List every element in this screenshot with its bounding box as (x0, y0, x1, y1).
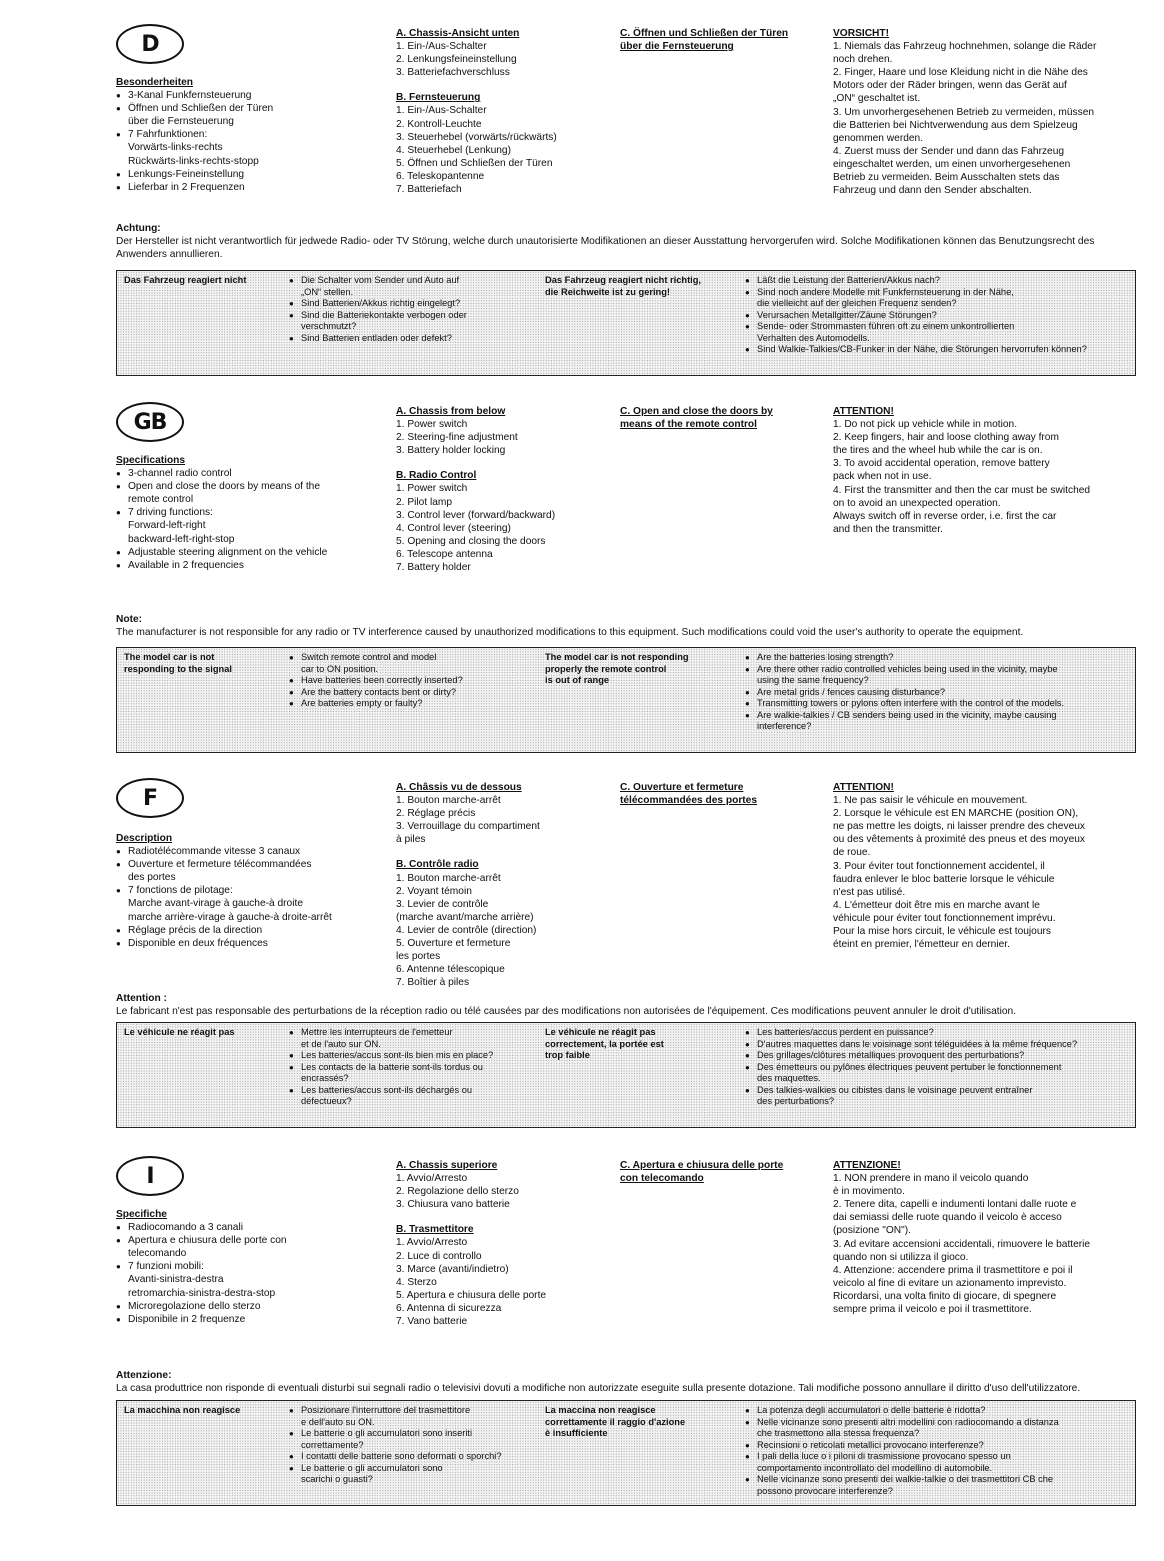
trouble-item: ● Sind Batterien/Akkus richtig eingelegt? (289, 298, 519, 310)
trouble-label: Das Fahrzeug reagiert nicht richtig, die Reichweite ist zu gering! (545, 275, 702, 297)
trouble-item: ● Läßt die Leistung der Batterien/Akkus nach? (745, 275, 1130, 287)
remote-item: 6. Telescope antenna (396, 548, 493, 560)
note-text: La casa produttrice non risponde di eventuali disturbi sui segnali radio o televisivi dovuti a modifiche non autorizzate eseguite sulla presente dotazione. Tali modifiche possono annullare il diritto d'uso dell'utilizzatore. (116, 1383, 1081, 1394)
remote-item: 1. Ein-/Aus-Schalter (396, 105, 487, 117)
remote-item: 2. Pilot lamp (396, 496, 453, 508)
remote-item: 7. Vano batterie (396, 1316, 468, 1328)
disclaimer-note (116, 222, 1146, 261)
warning-item: 3. Pour éviter tout fonctionnement accidentel, il faudra enlever le bloc batterie lorsque le véhicule n'est pas utilisé. (833, 860, 1055, 898)
spec-item: ● Open and close the doors by means of the remote control (116, 480, 386, 506)
language-badge: F (116, 778, 184, 818)
remote-item: 6. Antenna di sicurezza (396, 1302, 502, 1314)
parts-column (396, 1159, 606, 1328)
note-title: Attention : (116, 993, 167, 1004)
language-badge: I (116, 1156, 184, 1196)
trouble-item: ● Mettre les interrupteurs de l'emetteur et de l'auto sur ON. (289, 1027, 529, 1050)
spec-item: ● Disponibile in 2 frequenze (116, 1313, 386, 1326)
trouble-item: ● Les batteries/accus perdent en puissance? (745, 1027, 1130, 1039)
trouble-label: Le véhicule ne réagit pas correctement, la portée est trop faible (545, 1027, 664, 1060)
trouble-item: ● Have batteries been correctly inserted? (289, 675, 519, 687)
chassis-item: 1. Power switch (396, 419, 468, 431)
trouble-item: ● Les contacts de la batterie sont-ils tordus ou encrassés? (289, 1062, 529, 1085)
spec-item: ● Radiocomando a 3 canali (116, 1221, 386, 1234)
chassis-item: 3. Battery holder locking (396, 445, 506, 457)
disclaimer-note (116, 1369, 1146, 1395)
remote-item: 1. Avvio/Arresto (396, 1237, 468, 1249)
warning-column (833, 27, 1143, 197)
remote-item: 4. Control lever (steering) (396, 522, 511, 534)
trouble-item: ● Sind Batterien entladen oder defekt? (289, 333, 519, 345)
spec-item: ● 7 fonctions de pilotage: Marche avant-virage à gauche-à droite marche arrière-virage à gauche-à droite-arrêt (116, 884, 386, 923)
trouble-item: ● Nelle vicinanze sono presenti dei walkie-talkie o dei trasmettitori CB che possono provocare interferenze? (745, 1474, 1130, 1497)
chassis-item: 1. Avvio/Arresto (396, 1173, 468, 1185)
note-title: Attenzione: (116, 1370, 172, 1381)
specs-title: Specifiche (116, 1209, 167, 1220)
trouble-item: ● Sende- oder Strommasten führen oft zu einem unkontrollierten Verhalten des Automodells. (745, 321, 1130, 344)
specs-column (116, 454, 386, 572)
trouble-item: ● Posizionare l'interruttore del trasmettitore e dell'auto su ON. (289, 1405, 529, 1428)
note-text: Der Hersteller ist nicht verantwortlich für jedwede Radio- oder TV Störung, welche durch unautorisierte Modifikationen an dieser Ausstattung hervorgerufen wird. Solche Modifikationen können das Benutzungsrecht des Anwenders annullieren. (116, 236, 1095, 260)
trouble-item: ● Are batteries empty or faulty? (289, 698, 519, 710)
chassis-item: 2. Réglage précis (396, 808, 476, 820)
troubleshooting-box (116, 1400, 1136, 1506)
specs-column (116, 76, 386, 194)
note-text: The manufacturer is not responsible for any radio or TV interference caused by unauthorized modifications to this equipment. Such modifications could void the user's authority to operate the equipment. (116, 627, 1024, 638)
remote-title: B. Trasmettitore (396, 1224, 474, 1236)
chassis-title: A. Chassis superiore (396, 1160, 498, 1171)
spec-item: ● Adjustable steering alignment on the vehicle (116, 546, 386, 559)
trouble-item: ● Switch remote control and model car to ON position. (289, 652, 519, 675)
doors-title: C. Ouverture et fermeture télécommandées des portes (620, 782, 758, 807)
trouble-item: ● Nelle vicinanze sono presenti altri modellini con radiocomando a distanza che trasmettono alla stessa frequenza? (745, 1417, 1130, 1440)
remote-item: 4. Levier de contrôle (direction) (396, 924, 537, 936)
remote-item: 6. Antenne télescopique (396, 964, 505, 976)
chassis-item: 3. Verrouillage du compartiment à piles (396, 821, 540, 846)
warning-title: VORSICHT! (833, 28, 890, 39)
specs-column (116, 832, 386, 950)
trouble-item: ● D'autres maquettes dans le voisinage sont téléguidées à la même fréquence? (745, 1039, 1130, 1051)
trouble-item: ● Les batteries/accus sont-ils bien mis en place? (289, 1050, 529, 1062)
doors-title: C. Öffnen und Schließen der Türen über die Fernsteuerung (620, 28, 789, 53)
trouble-item: ● Sind noch andere Modelle mit Funkfernsteuerung in der Nähe, die vielleicht auf der gleichen Frequenz senden? (745, 287, 1130, 310)
trouble-label: The model car is not responding to the signal (124, 652, 232, 674)
warning-item: 3. To avoid accidental operation, remove battery pack when not in use. (833, 458, 1050, 483)
troubleshooting-box (116, 1022, 1136, 1128)
remote-item: 3. Levier de contrôle (marche avant/marche arrière) (396, 898, 534, 923)
trouble-label: La macchina non reagisce (124, 1405, 241, 1415)
doors-column (620, 781, 825, 807)
trouble-item: ● Verursachen Metallgitter/Zäune Störungen? (745, 310, 1130, 322)
trouble-label: Le véhicule ne réagit pas (124, 1027, 235, 1037)
chassis-item: 2. Regolazione dello sterzo (396, 1186, 519, 1198)
trouble-item: ● I contatti delle batterie sono deformati o sporchi? (289, 1451, 529, 1463)
spec-item: ● 3-Kanal Funkfernsteuerung (116, 89, 386, 102)
parts-column (396, 27, 606, 196)
remote-title: B. Contrôle radio (396, 859, 479, 871)
spec-item: ● Öffnen und Schließen der Türen über die Fernsteuerung (116, 102, 386, 128)
language-badge: GB (116, 402, 184, 442)
remote-item: 1. Bouton marche-arrêt (396, 872, 501, 884)
chassis-item: 1. Bouton marche-arrêt (396, 795, 501, 807)
warning-item: 4. Attenzione: accendere prima il trasmettitore e poi il veicolo al fine di evitare un azionamento imprevisto. Ricordarsi, una volta finito di giocare, di spegnere sempre prima il veicolo e poi il trasmettitore. (833, 1264, 1073, 1316)
chassis-item: 2. Lenkungsfeineinstellung (396, 54, 517, 66)
warning-title: ATTENZIONE! (833, 1160, 901, 1171)
chassis-title: A. Chassis from below (396, 406, 506, 417)
remote-item: 2. Kontroll-Leuchte (396, 118, 482, 130)
warning-item: 2. Lorsque le véhicule est EN MARCHE (position ON), ne pas mettre les doigts, ni laisser prendre des cheveux ou des vêtements à proximité des pneus et des moyeux de roue. (833, 808, 1085, 859)
chassis-title: A. Chassis-Ansicht unten (396, 28, 520, 39)
language-badge: D (116, 24, 184, 64)
remote-item: 5. Ouverture et fermeture les portes (396, 938, 511, 963)
spec-item: ● 3-channel radio control (116, 467, 386, 480)
remote-item: 3. Marce (avanti/indietro) (396, 1263, 509, 1275)
trouble-item: ● Die Schalter vom Sender und Auto auf „ON“ stellen. (289, 275, 519, 298)
troubleshooting-box (116, 647, 1136, 753)
warning-title: ATTENTION! (833, 406, 894, 417)
specs-title: Description (116, 833, 173, 844)
trouble-item: ● Le batterie o gli accumulatori sono inseriti correttamente? (289, 1428, 529, 1451)
spec-item: ● Apertura e chiusura delle porte con telecomando (116, 1234, 386, 1260)
remote-item: 7. Batteriefach (396, 184, 462, 196)
warning-item: 1. Do not pick up vehicle while in motion. (833, 419, 1018, 431)
trouble-item: ● Are the batteries losing strength? (745, 652, 1130, 664)
doors-column (620, 27, 825, 53)
trouble-item: ● Are the battery contacts bent or dirty? (289, 687, 519, 699)
chassis-item: 3. Chiusura vano batterie (396, 1199, 510, 1211)
specs-column (116, 1208, 386, 1326)
note-title: Note: (116, 614, 143, 625)
chassis-item: 3. Batteriefachverschluss (396, 67, 510, 79)
warning-item: 1. Niemals das Fahrzeug hochnehmen, solange die Räder noch drehen. (833, 41, 1097, 66)
warning-item: 4. Zuerst muss der Sender und dann das Fahrzeug eingeschaltet werden, um einen unvorhergesehenen Betrieb zu vermeiden. Beim Ausschalten stets das Fahrzeug und dann den Sender abschalten. (833, 145, 1071, 197)
doors-column (620, 405, 825, 431)
trouble-item: ● Are there other radio controlled vehicles being used in the vicinity, maybe using the same frequency? (745, 664, 1130, 687)
troubleshooting-box (116, 270, 1136, 376)
warning-item: 2. Finger, Haare und lose Kleidung nicht in die Nähe des Motors oder der Räder bringen, wenn das Gerät auf „ON“ geschaltet ist. (833, 67, 1088, 105)
warning-item: 1. NON prendere in mano il veicolo quando è in movimento. (833, 1173, 1029, 1198)
trouble-item: ● Sind die Batteriekontakte verbogen oder verschmutzt? (289, 310, 519, 333)
specs-title: Specifications (116, 455, 186, 466)
remote-title: B. Radio Control (396, 470, 477, 482)
specs-title: Besonderheiten (116, 77, 193, 88)
disclaimer-note (116, 992, 1146, 1018)
trouble-item: ● I pali della luce o i piloni di trasmissione provocano spesso un comportamento incontrollato del modellino di automobile. (745, 1451, 1130, 1474)
disclaimer-note (116, 613, 1146, 639)
doors-title: C. Apertura e chiusura delle porte con telecomando (620, 1160, 784, 1185)
remote-item: 5. Opening and closing the doors (396, 535, 546, 547)
spec-item: ● 7 funzioni mobili: Avanti-sinistra-destra retromarchia-sinistra-destra-stop (116, 1260, 386, 1299)
remote-item: 5. Öffnen und Schließen der Türen (396, 157, 553, 169)
warning-item: 4. First the transmitter and then the car must be switched on to avoid an unexpected operation. Always switch off in reverse order, i.e. first the car and then the transmitter. (833, 484, 1091, 535)
warning-column (833, 1159, 1143, 1316)
warning-column (833, 405, 1143, 536)
trouble-item: ● Les batteries/accus sont-ils déchargés ou défectueux? (289, 1085, 529, 1108)
trouble-item: ● Transmitting towers or pylons often interfere with the control of the models. (745, 698, 1130, 710)
remote-item: 3. Steuerhebel (vorwärts/rückwärts) (396, 131, 557, 143)
note-title: Achtung: (116, 223, 161, 234)
remote-item: 7. Battery holder (396, 562, 471, 574)
spec-item: ● Microregolazione dello sterzo (116, 1300, 386, 1313)
warning-title: ATTENTION! (833, 782, 894, 793)
trouble-item: ● Des grillages/clôtures métalliques provoquent des perturbations? (745, 1050, 1130, 1062)
remote-item: 4. Steuerhebel (Lenkung) (396, 144, 511, 156)
trouble-item: ● Are metal grids / fences causing disturbance? (745, 687, 1130, 699)
trouble-item: ● Sind Walkie-Talkies/CB-Funker in der Nähe, die Störungen hervorrufen können? (745, 344, 1130, 356)
trouble-label: Das Fahrzeug reagiert nicht (124, 275, 247, 285)
spec-item: ● Réglage précis de la direction (116, 924, 386, 937)
trouble-item: ● La potenza degli accumulatori o delle batterie è ridotta? (745, 1405, 1130, 1417)
chassis-title: A. Châssis vu de dessous (396, 782, 522, 793)
doors-column (620, 1159, 825, 1185)
remote-item: 4. Sterzo (396, 1276, 437, 1288)
remote-item: 7. Boîtier à piles (396, 977, 470, 989)
warning-item: 1. Ne pas saisir le véhicule en mouvement. (833, 795, 1028, 807)
remote-item: 5. Apertura e chiusura delle porte (396, 1289, 547, 1301)
spec-item: ● 7 Fahrfunktionen: Vorwärts-links-rechts Rückwärts-links-rechts-stopp (116, 128, 386, 167)
spec-item: ● Ouverture et fermeture télécommandées des portes (116, 858, 386, 884)
spec-item: ● Lieferbar in 2 Frequenzen (116, 181, 386, 194)
remote-item: 1. Power switch (396, 483, 468, 495)
chassis-item: 2. Steering-fine adjustment (396, 432, 518, 444)
warning-item: 3. Um unvorhergesehenen Betrieb zu vermeiden, müssen die Batterien bei Nichtverwendung aus dem Spielzeug genommen werden. (833, 106, 1095, 144)
trouble-item: ● Le batterie o gli accumulatori sono scarichi o guasti? (289, 1463, 529, 1486)
chassis-item: 1. Ein-/Aus-Schalter (396, 41, 487, 53)
note-text: Le fabricant n'est pas responsable des perturbations de la réception radio ou télé causées par des modifications non autorisées de l'équipement. Ces modifications peuvent annuler le droit d'utilisation. (116, 1006, 1017, 1017)
spec-item: ● Lenkungs-Feineinstellung (116, 168, 386, 181)
trouble-item: ● Recinsioni o reticolati metallici provocano interferenze? (745, 1440, 1130, 1452)
parts-column (396, 781, 606, 989)
warning-column (833, 781, 1143, 951)
spec-item: ● Radiotélécommande vitesse 3 canaux (116, 845, 386, 858)
warning-item: 4. L'émetteur doit être mis en marche avant le véhicule pour éviter tout fonctionnement imprévu. Pour la mise hors circuit, le véhicule est toujours éteint en premier, l'émetteur en dernier. (833, 899, 1056, 951)
remote-item: 2. Voyant témoin (396, 885, 472, 897)
spec-item: ● Disponible en deux fréquences (116, 937, 386, 950)
remote-item: 2. Luce di controllo (396, 1250, 482, 1262)
trouble-label: La maccina non reagisce correttamente il raggio d'azione è insufficiente (545, 1405, 686, 1438)
remote-item: 3. Control lever (forward/backward) (396, 509, 556, 521)
doors-title: C. Open and close the doors by means of the remote control (620, 406, 773, 431)
spec-item: ● Available in 2 frequencies (116, 559, 386, 572)
trouble-item: ● Are walkie-talkies / CB senders being used in the vicinity, maybe causing interference? (745, 710, 1130, 733)
remote-title: B. Fernsteuerung (396, 92, 481, 104)
parts-column (396, 405, 606, 574)
warning-item: 3. Ad evitare accensioni accidentali, rimuovere le batterie quando non si utilizza il gioco. (833, 1238, 1091, 1263)
warning-item: 2. Keep fingers, hair and loose clothing away from the tires and the wheel hub while the car is on. (833, 432, 1059, 457)
spec-item: ● 7 driving functions: Forward-left-right backward-left-right-stop (116, 506, 386, 545)
trouble-item: ● Des émetteurs ou pylônes électriques peuvent pertuber le fonctionnement des maquettes. (745, 1062, 1130, 1085)
remote-item: 6. Teleskopantenne (396, 170, 485, 182)
warning-item: 2. Tenere dita, capelli e indumenti lontani dalle ruote e dai semiassi delle ruote quando il veicolo è acceso (posizione "ON"). (833, 1199, 1077, 1237)
trouble-item: ● Des talkies-walkies ou cibistes dans le voisinage peuvent entraîner des perturbations? (745, 1085, 1130, 1108)
trouble-label: The model car is not responding properly the remote control is out of range (545, 652, 689, 685)
